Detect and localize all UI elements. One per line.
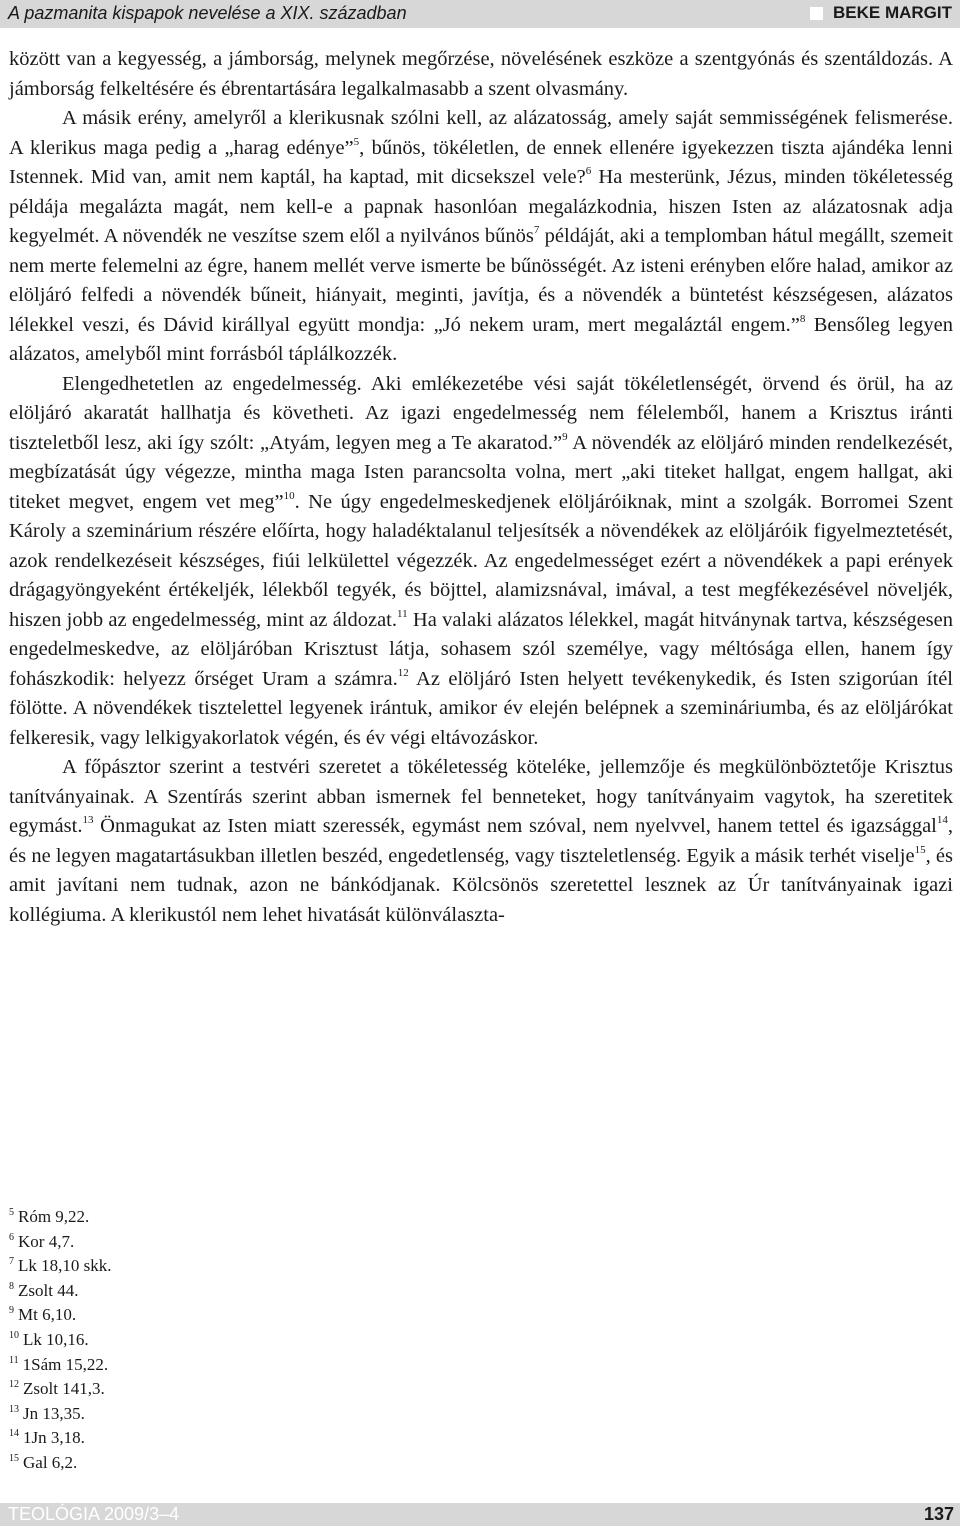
text-run: példáját, aki a templomban hátul megállt, szemeit nem merte felemelni az égre, hanem mellét verve ismerte be bűnösségét. Az isteni erényben előre halad, amikor az elöljáró felfedi a növendék bűneit, hiányait, meginti, javítja, és a növendék a büntetést készségesen, alázatos lélekkel veszi, és Dávid királlyal együtt mondja: „Jó nekem uram, mert megaláztál engem.” bbox=[9, 225, 953, 336]
footnote-item bbox=[9, 1353, 112, 1378]
page-number: 137 bbox=[923, 1504, 954, 1524]
footnote-text: 1Sám 15,22. bbox=[22, 1354, 109, 1374]
footnote-text: Mt 6,10. bbox=[18, 1305, 77, 1325]
footnote-ref[interactable]: 6 bbox=[585, 165, 592, 177]
footnote-item bbox=[9, 1426, 112, 1451]
footnote-ref[interactable]: 11 bbox=[397, 607, 408, 620]
footnote-number: 13 bbox=[9, 1403, 19, 1415]
text-run: között van a kegyesség, a jámborság, melynek megőrzése, növelésének eszköze a szentgyónás és szentáldozás. A jámborság felkeltésére és ébrentartására legalkalmasabb a szent olvasmány. bbox=[9, 48, 953, 100]
text-run: Bensőleg legyen alázatos, amelyből mint forrásból táplálkozzék. bbox=[9, 313, 953, 365]
footnote-item bbox=[9, 1230, 112, 1255]
text-run: Az elöljáró Isten helyett tevékenykedik, és Isten szigorúan ítél fölötte. A növendékek tisztelettel legyenek irántuk, amikor év elején belépnek a szemináriumba, és az elöljárókat felkeresik, vagy lelkigyakorlatok végén, és év végi eltávozáskor. bbox=[9, 667, 953, 749]
footnote-text: Zsolt 44. bbox=[18, 1280, 79, 1300]
footnote-ref[interactable]: 8 bbox=[799, 312, 806, 325]
text-run: A másik erény, amelyről a klerikusnak szólni kell, az alázatosság, amely saját semmisségének felismerése. A klerikus maga pedig a „harag edénye” bbox=[9, 107, 953, 159]
paragraph bbox=[9, 753, 953, 930]
footnote-item bbox=[9, 1254, 112, 1279]
footnote-item bbox=[9, 1303, 112, 1328]
text-run: Önmagukat az Isten miatt szeressék, egymást nem szóval, nem nyelvvel, hanem tettel és igazsággal bbox=[93, 815, 937, 837]
author-label bbox=[810, 3, 952, 23]
page-footer bbox=[0, 1503, 960, 1526]
text-run: Elengedhetetlen az engedelmesség. Aki emlékezetébe vési saját tökéletlenségét, örvend és örül, ha az elöljáró akaratát hallhatja és követheti. Az igazi engedelmesség nem félelemből, hanem a Krisztus iránti tiszteletből lesz, aki így szólt: „Atyám, legyen meg a Te akaratod.” bbox=[9, 372, 953, 454]
footnote-number: 10 bbox=[9, 1329, 19, 1341]
article-body bbox=[9, 45, 953, 930]
text-run: . Ne úgy engedelmeskedjenek elöljáróiknak, mint a szolgák. Borromei Szent Károly a szeminárium részére előírta, hogy haladéktalanul teljesítsék a növendékek az elöljáróik figyelmeztetését, azok rendelkezéseit készséges, fiúi lelkülettel végezzék. Az engedelmességet ezért a növendékek a papi erények drágagyöngyeként értékeljék, lélekből tegyék, és böjttel, alamizsnával, imával, a test megfékezésével növeljék, hiszen jobb az engedelmesség, mint az áldozat. bbox=[9, 490, 953, 631]
footnote-number: 5 bbox=[9, 1207, 14, 1218]
footnote-number: 7 bbox=[9, 1256, 14, 1268]
footnote-number: 6 bbox=[9, 1231, 14, 1243]
footnote-item bbox=[9, 1205, 112, 1230]
footnote-text: Jn 13,35. bbox=[23, 1403, 85, 1423]
footnote-ref[interactable]: 7 bbox=[533, 224, 540, 236]
paragraph bbox=[9, 370, 953, 754]
footnote-text: Gal 6,2. bbox=[23, 1452, 78, 1472]
footnote-item bbox=[9, 1377, 112, 1402]
footnote-ref[interactable]: 9 bbox=[562, 430, 568, 443]
text-run: A növendék az elöljáró minden rendelkezését, megbízatását úgy végezze, mintha maga Isten parancsolta volna, mert „aki titeket hallgat, engem hallgat, aki titeket megvet, engem vet meg” bbox=[9, 431, 954, 513]
running-title: A pazmanita kispapok nevelése a XIX. században bbox=[8, 3, 407, 23]
footnote-text: Kor 4,7. bbox=[18, 1231, 75, 1251]
paragraph bbox=[9, 104, 953, 370]
footnote-number: 11 bbox=[9, 1354, 19, 1366]
footnote-text: Lk 10,16. bbox=[23, 1329, 89, 1349]
page-header bbox=[0, 0, 960, 28]
footnote-text: Lk 18,10 skk. bbox=[18, 1256, 112, 1276]
footnote-item bbox=[9, 1279, 112, 1304]
footnote-text: Róm 9,22. bbox=[18, 1207, 90, 1226]
footnote-item bbox=[9, 1402, 112, 1427]
journal-issue: TEOLÓGIA 2009/3–4 bbox=[8, 1504, 180, 1524]
text-run: , bűnös, tökéletlen, de ennek ellenére igyekezzen tiszta ajándéka lenni Istennek. Mid van, amit nem kaptál, ha kaptad, mit dicsekszel vele? bbox=[9, 136, 954, 188]
footnote-ref[interactable]: 13 bbox=[82, 814, 94, 826]
footnote-ref[interactable]: 15 bbox=[914, 843, 926, 856]
footnotes bbox=[9, 1205, 112, 1476]
footnote-ref[interactable]: 14 bbox=[936, 814, 948, 826]
paragraph bbox=[9, 45, 953, 104]
footnote-item bbox=[9, 1451, 112, 1476]
footnote-item bbox=[9, 1328, 112, 1353]
footnote-number: 14 bbox=[9, 1428, 19, 1440]
text-run: , és amit javítani nem tudnak, azon ne bánkódjanak. Kölcsönös szeretettel lesznek az Úr tanítványainak igazi kollégiuma. A klerikustól nem lehet hivatását különválaszta- bbox=[9, 844, 954, 926]
footnote-ref[interactable]: 12 bbox=[397, 666, 409, 679]
footnote-text: 1Jn 3,18. bbox=[23, 1428, 85, 1448]
square-bullet-icon bbox=[810, 7, 823, 20]
footnote-ref[interactable]: 10 bbox=[283, 489, 295, 502]
footnote-number: 8 bbox=[9, 1280, 14, 1292]
text-run: , és ne legyen magatartásukban illetlen beszéd, engedetlenség, vagy tiszteletlenség. Egyik a másik terhét viselje bbox=[9, 815, 953, 867]
text-run: Ha mesterünk, Jézus, minden tökéletesség példája megalázta magát, nem kell-e a papnak hasonlóan megalázkodnia, hiszen Isten az alázatosnak adja kegyelmét. A növendék ne veszítse szem elől a nyilvános bűnös bbox=[9, 166, 953, 247]
footnote-number: 9 bbox=[9, 1305, 14, 1317]
footnote-number: 12 bbox=[9, 1379, 19, 1391]
footnote-ref[interactable]: 5 bbox=[353, 135, 360, 148]
text-run: Ha valaki alázatos lélekkel, magát hitványnak tartva, készségesen engedelmeskedve, az elöljáróban Krisztust látja, sohasem szól személye, vagy méltósága ellen, hanem így fohászkodik: helyezz őrséget Uram a számra. bbox=[9, 608, 954, 690]
text-run: A főpásztor szerint a testvéri szeretet a tökéletesség köteléke, jellemzője és megkülönböztetője Krisztus tanítványainak. A Szentírás szerint abban ismernek fel benneteket, hogy tanítványaim vagytok, ha szeretitek egymást. bbox=[9, 756, 953, 837]
footnote-number: 15 bbox=[9, 1452, 19, 1464]
author-name: BEKE MARGIT bbox=[833, 3, 952, 22]
footnote-text: Zsolt 141,3. bbox=[23, 1379, 105, 1399]
